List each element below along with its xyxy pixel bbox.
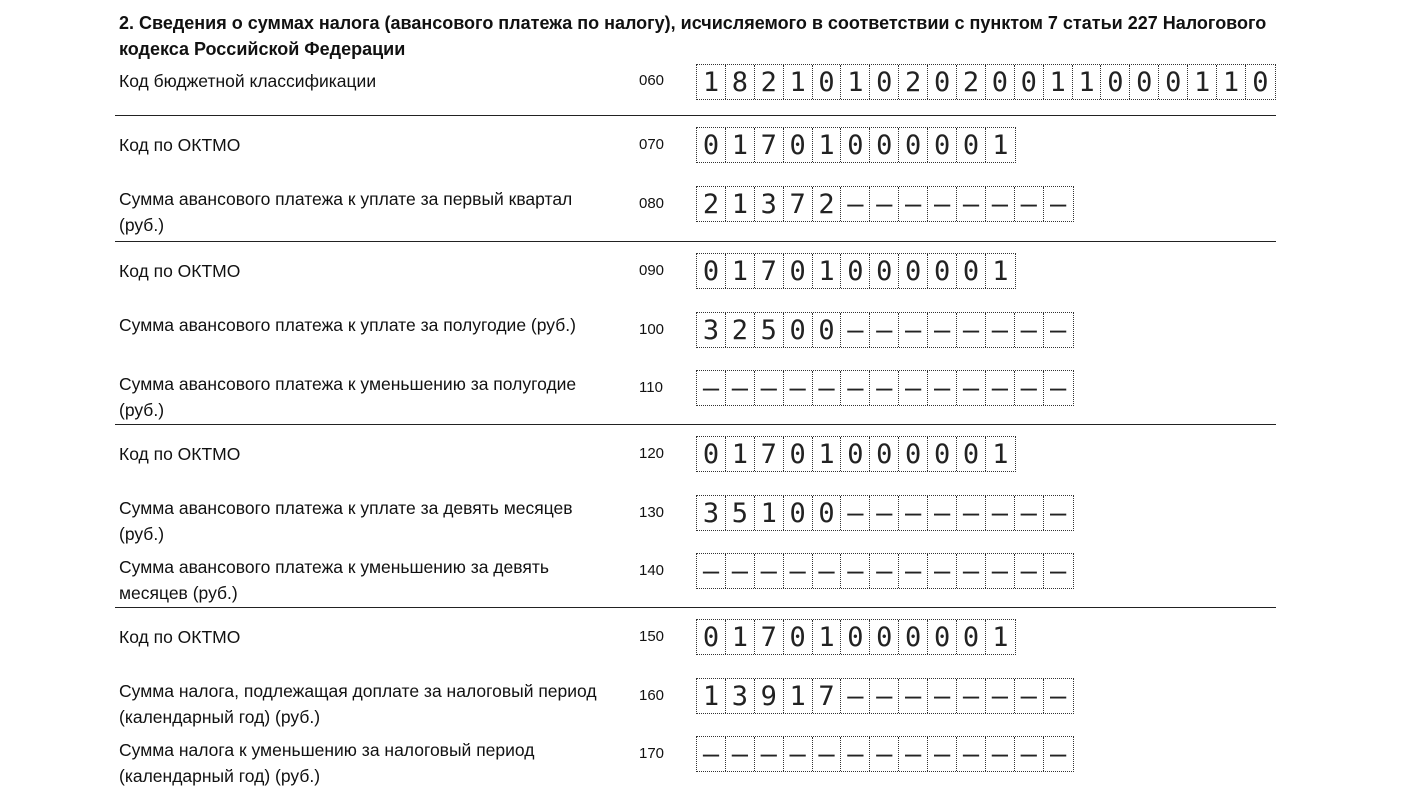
char-cell: – (957, 737, 986, 771)
row-code-150: 150 (639, 628, 665, 645)
section-title: 2. Сведения о суммах налога (авансового платежа по налогу), исчисляемого в соответствии с пунктом 7 статьи 227 Налогового кодекса Российской Федерации (119, 13, 1267, 59)
char-cell: – (870, 496, 899, 530)
char-cell: 1 (992, 129, 1009, 161)
char-cell: 0 (784, 254, 813, 288)
row-code-100: 100 (639, 321, 665, 338)
char-cell: – (899, 496, 928, 530)
char-cell: 7 (755, 128, 784, 162)
char-cell: – (1050, 555, 1067, 587)
char-cell: 1 (697, 65, 726, 99)
char-cell: – (1015, 371, 1044, 405)
char-cell: 0 (870, 128, 899, 162)
char-cell: 1 (697, 679, 726, 713)
char-cell: – (957, 371, 986, 405)
char-cell: – (957, 679, 986, 713)
char-cell: – (841, 737, 870, 771)
row-label-090: Код по ОКТМО (119, 261, 241, 281)
field-oktmo-120[interactable] (696, 436, 1016, 472)
char-cell: 0 (784, 496, 813, 530)
char-cell: – (1015, 187, 1044, 221)
char-cell: – (957, 554, 986, 588)
char-cell: – (841, 187, 870, 221)
char-cell: – (784, 737, 813, 771)
char-cell: – (899, 554, 928, 588)
row-code-110: 110 (639, 379, 663, 396)
char-cell: – (986, 554, 1015, 588)
char-cell: – (1050, 738, 1067, 770)
char-cell: 7 (755, 437, 784, 471)
char-cell: – (784, 554, 813, 588)
char-cell: – (1050, 680, 1067, 712)
field-advance-half-year[interactable] (696, 312, 1074, 348)
row-label-150: Код по ОКТМО (119, 627, 241, 647)
char-cell: 1 (784, 65, 813, 99)
separator-line (115, 607, 1276, 608)
char-cell: 1 (726, 437, 755, 471)
char-cell: – (841, 371, 870, 405)
char-cell: 3 (755, 187, 784, 221)
char-cell: – (986, 679, 1015, 713)
char-cell: – (755, 371, 784, 405)
char-cell: 0 (957, 254, 986, 288)
char-cell: 7 (755, 620, 784, 654)
row-label-130: Сумма авансового платежа к уплате за девять месяцев (руб.) (119, 498, 573, 544)
char-cell: 0 (986, 65, 1015, 99)
char-cell: 2 (957, 65, 986, 99)
char-cell: 1 (813, 437, 842, 471)
char-cell: 0 (928, 437, 957, 471)
char-cell: – (813, 371, 842, 405)
char-cell: – (957, 496, 986, 530)
char-cell: – (813, 737, 842, 771)
row-label-110: Сумма авансового платежа к уменьшению за полугодие (руб.) (119, 374, 577, 420)
char-cell: – (870, 554, 899, 588)
char-cell: 3 (697, 496, 726, 530)
row-code-170: 170 (639, 745, 665, 762)
char-cell: – (1050, 372, 1067, 404)
char-cell: – (928, 554, 957, 588)
char-cell: – (697, 554, 726, 588)
char-cell: – (899, 187, 928, 221)
char-cell: – (957, 187, 986, 221)
char-cell: 0 (697, 254, 726, 288)
char-cell: – (957, 313, 986, 347)
char-cell: 0 (870, 254, 899, 288)
char-cell: 1 (726, 620, 755, 654)
char-cell: 5 (755, 313, 784, 347)
char-cell: – (928, 187, 957, 221)
char-cell: – (726, 554, 755, 588)
char-cell: 2 (899, 65, 928, 99)
char-cell: – (899, 371, 928, 405)
char-cell: – (986, 187, 1015, 221)
char-cell: – (1015, 679, 1044, 713)
char-cell: 0 (1159, 65, 1188, 99)
char-cell: 0 (841, 254, 870, 288)
char-cell: 2 (697, 187, 726, 221)
char-cell: 0 (928, 128, 957, 162)
char-cell: – (986, 737, 1015, 771)
char-cell: 1 (992, 438, 1009, 470)
char-cell: 7 (755, 254, 784, 288)
char-cell: 0 (813, 496, 842, 530)
char-cell: – (1015, 554, 1044, 588)
char-cell: 0 (899, 620, 928, 654)
char-cell: – (899, 313, 928, 347)
char-cell: 1 (726, 254, 755, 288)
row-label-070: Код по ОКТМО (119, 135, 241, 155)
char-cell: – (841, 554, 870, 588)
char-cell: – (813, 554, 842, 588)
char-cell: 1 (992, 621, 1009, 653)
char-cell: – (986, 496, 1015, 530)
char-cell: – (928, 313, 957, 347)
char-cell: 1 (726, 187, 755, 221)
char-cell: 0 (928, 65, 957, 99)
char-cell: – (697, 737, 726, 771)
field-tax-surcharge-year[interactable] (696, 678, 1074, 714)
char-cell: 0 (899, 128, 928, 162)
char-cell: – (784, 371, 813, 405)
char-cell: 0 (957, 620, 986, 654)
char-cell: 0 (957, 128, 986, 162)
row-label-140: Сумма авансового платежа к уменьшению за девять месяцев (руб.) (119, 557, 549, 603)
char-cell: 0 (870, 620, 899, 654)
char-cell: – (899, 679, 928, 713)
char-cell: 7 (784, 187, 813, 221)
char-cell: 0 (784, 313, 813, 347)
char-cell: 1 (1044, 65, 1073, 99)
field-decrease-half-year[interactable] (696, 370, 1074, 406)
char-cell: 0 (1015, 65, 1044, 99)
char-cell: 0 (899, 254, 928, 288)
char-cell: 0 (1252, 66, 1269, 98)
char-cell: – (870, 679, 899, 713)
char-cell: – (1015, 737, 1044, 771)
char-cell: 1 (784, 679, 813, 713)
char-cell: 0 (784, 128, 813, 162)
char-cell: – (870, 371, 899, 405)
char-cell: – (928, 371, 957, 405)
char-cell: – (1050, 314, 1067, 346)
char-cell: – (726, 737, 755, 771)
char-cell: 1 (1073, 65, 1102, 99)
row-code-120: 120 (639, 445, 665, 462)
char-cell: 0 (1130, 65, 1159, 99)
char-cell: 0 (784, 620, 813, 654)
char-cell: 1 (813, 128, 842, 162)
char-cell: 1 (813, 620, 842, 654)
char-cell: 1 (813, 254, 842, 288)
separator-line (115, 241, 1276, 242)
char-cell: – (841, 679, 870, 713)
char-cell: – (755, 737, 784, 771)
char-cell: 0 (870, 65, 899, 99)
row-label-160: Сумма налога, подлежащая доплате за налоговый период (календарный год) (руб.) (119, 681, 597, 727)
char-cell: 2 (755, 65, 784, 99)
field-oktmo-090[interactable] (696, 253, 1016, 289)
row-code-060: 060 (639, 72, 665, 89)
row-code-080: 080 (639, 195, 665, 212)
char-cell: 0 (697, 128, 726, 162)
char-cell: – (726, 371, 755, 405)
char-cell: – (870, 737, 899, 771)
row-label-060: Код бюджетной классификации (119, 71, 377, 91)
char-cell: – (870, 313, 899, 347)
char-cell: – (986, 371, 1015, 405)
char-cell: 2 (726, 313, 755, 347)
field-decrease-nine-months[interactable] (696, 553, 1074, 589)
char-cell: 0 (899, 437, 928, 471)
field-advance-q1[interactable] (696, 186, 1074, 222)
char-cell: 3 (697, 313, 726, 347)
row-label-100: Сумма авансового платежа к уплате за полугодие (руб.) (119, 315, 576, 335)
char-cell: 0 (784, 437, 813, 471)
field-tax-decrease-year[interactable] (696, 736, 1074, 772)
char-cell: – (1050, 188, 1067, 220)
char-cell: 0 (841, 620, 870, 654)
field-oktmo-150[interactable] (696, 619, 1016, 655)
row-code-070: 070 (639, 136, 665, 153)
char-cell: 1 (841, 65, 870, 99)
row-code-090: 090 (639, 262, 665, 279)
char-cell: 0 (928, 254, 957, 288)
char-cell: 2 (813, 187, 842, 221)
char-cell: – (841, 496, 870, 530)
char-cell: – (755, 554, 784, 588)
row-code-160: 160 (639, 687, 665, 704)
char-cell: 1 (726, 128, 755, 162)
char-cell: – (1015, 313, 1044, 347)
char-cell: – (899, 737, 928, 771)
char-cell: – (841, 313, 870, 347)
char-cell: 0 (697, 620, 726, 654)
char-cell: – (1015, 496, 1044, 530)
char-cell: 0 (870, 437, 899, 471)
field-advance-nine-months[interactable] (696, 495, 1074, 531)
char-cell: 5 (726, 496, 755, 530)
field-oktmo-070[interactable] (696, 127, 1016, 163)
char-cell: – (928, 679, 957, 713)
char-cell: 9 (755, 679, 784, 713)
char-cell: – (870, 187, 899, 221)
char-cell: 0 (813, 313, 842, 347)
char-cell: – (928, 737, 957, 771)
char-cell: 3 (726, 679, 755, 713)
separator-line (115, 115, 1276, 116)
char-cell: 0 (841, 128, 870, 162)
char-cell: – (986, 313, 1015, 347)
field-kbk[interactable] (696, 64, 1276, 100)
char-cell: 1 (1188, 65, 1217, 99)
separator-line (115, 424, 1276, 425)
char-cell: 8 (726, 65, 755, 99)
char-cell: 0 (1101, 65, 1130, 99)
char-cell: 0 (928, 620, 957, 654)
char-cell: 1 (992, 255, 1009, 287)
char-cell: 0 (813, 65, 842, 99)
row-label-170: Сумма налога к уменьшению за налоговый период (календарный год) (руб.) (119, 740, 535, 786)
char-cell: 1 (1217, 65, 1246, 99)
char-cell: 0 (697, 437, 726, 471)
row-label-120: Код по ОКТМО (119, 444, 241, 464)
row-label-080: Сумма авансового платежа к уплате за первый квартал (руб.) (119, 189, 573, 235)
char-cell: 1 (755, 496, 784, 530)
row-code-140: 140 (639, 562, 665, 579)
char-cell: 0 (957, 437, 986, 471)
char-cell: – (928, 496, 957, 530)
char-cell: 0 (841, 437, 870, 471)
char-cell: – (1050, 497, 1067, 529)
row-code-130: 130 (639, 504, 665, 521)
char-cell: – (697, 371, 726, 405)
char-cell: 7 (813, 679, 842, 713)
